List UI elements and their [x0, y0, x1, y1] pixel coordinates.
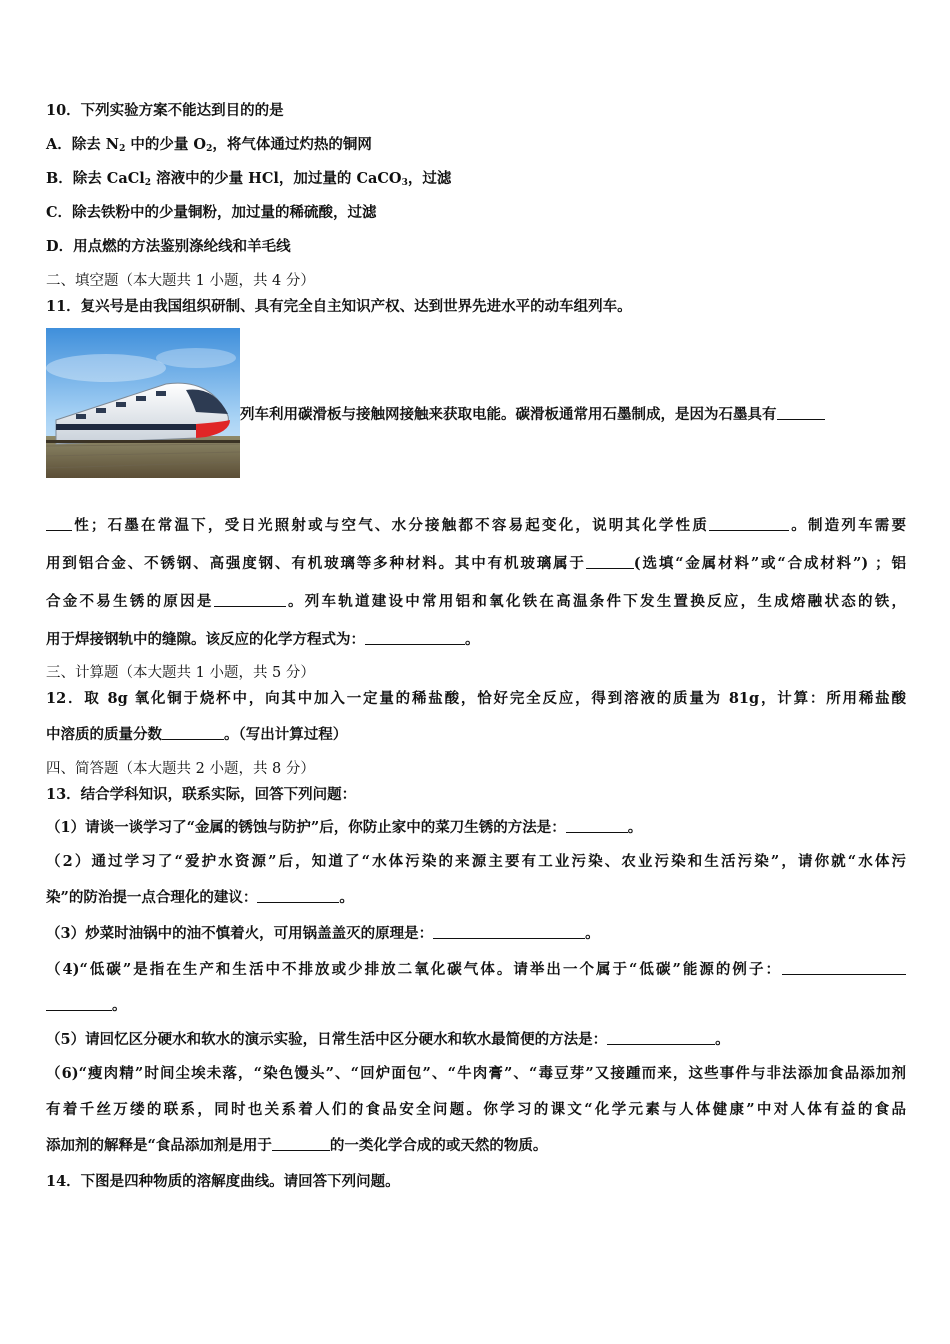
q13-part-4: （4)“低碳”是指在生产和生活中不排放或少排放二氧化碳气体。请举出一个属于“低碳”能源的例子： [46, 960, 906, 980]
section-3-heading: 三、计算题（本大题共 1 小题，共 5 分） [46, 665, 315, 681]
q11-blank-2[interactable] [709, 516, 789, 531]
q11-line-3: 合金不易生锈的原因是 。列车轨道建设中常用铝和氧化铁在高温条件下发生置换反应，生成熔融状态的铁， [46, 593, 907, 610]
q13-part-5: （5）请回忆区分硬水和软水的演示实验，日常生活中区分硬水和软水最简便的方法是： 。 [46, 1031, 730, 1048]
q13-part-6-line-3: 添加剂的解释是“食品添加剂是用于 的一类化学合成的或天然的物质。 [46, 1137, 548, 1154]
q11-blank-5[interactable] [365, 630, 465, 645]
q13-blank-2[interactable] [257, 888, 339, 903]
q11-stem: 11．复兴号是由我国组织研制、具有完全自主知识产权、达到世界先进水平的动车组列车。 [46, 298, 632, 315]
q11-blank-1b[interactable] [46, 516, 72, 531]
q13-blank-5[interactable] [607, 1030, 715, 1045]
q12-line-1: 12．取 8g 氧化铜于烧杯中，向其中加入一定量的稀盐酸，恰好完全反应，得到溶液的质量为 81g，计算：所用稀盐酸 [46, 690, 906, 707]
q11-line-4: 用于焊接钢轨中的缝隙。该反应的化学方程式为： 。 [46, 631, 480, 648]
q13-blank-4a[interactable] [782, 960, 906, 975]
q13-part-2-line-2: 染”的防治提一点合理化的建议： 。 [46, 889, 354, 906]
q13-blank-4b[interactable] [46, 996, 112, 1011]
q10-stem: 10．下列实验方案不能达到目的的是 [46, 102, 284, 119]
train-photo [46, 328, 240, 478]
q11-line-2: 用到铝合金、不锈钢、高强度钢、有机玻璃等多种材料。其中有机玻璃属于 (选填“金属材料”或“合成材料”) ；铝 [46, 555, 906, 572]
q14-stem: 14．下图是四种物质的溶解度曲线。请回答下列问题。 [46, 1173, 400, 1190]
section-2-heading: 二、填空题（本大题共 1 小题，共 4 分） [46, 273, 315, 289]
q12-blank[interactable] [162, 725, 224, 740]
q13-part-4-cont: 。 [46, 996, 127, 1016]
q11-line-1: 性；石墨在常温下，受日光照射或与空气、水分接触都不容易起变化，说明其化学性质 。制造列车需要 [46, 516, 906, 536]
q11-blank-1a[interactable] [777, 405, 825, 420]
q13-blank-1[interactable] [566, 818, 628, 833]
q13-part-6-line-2: 有着千丝万缕的联系，同时也关系着人们的食品安全问题。你学习的课文“化学元素与人体健康”中对人体有益的食品 [46, 1101, 906, 1118]
q11-blank-4[interactable] [214, 592, 286, 607]
q12-line-2: 中溶质的质量分数 。（写出计算过程） [46, 726, 348, 743]
q13-part-1: （1）请谈一谈学习了“金属的锈蚀与防护”后，你防止家中的菜刀生锈的方法是： 。 [46, 819, 643, 836]
q10-option-c: C．除去铁粉中的少量铜粉，加过量的稀硫酸，过滤 [46, 204, 377, 221]
q11-text-beside-image: 列车利用碳滑板与接触网接触来获取电能。碳滑板通常用石墨制成，是因为石墨具有 [240, 405, 825, 425]
q13-blank-3[interactable] [433, 924, 585, 939]
q11-blank-3[interactable] [586, 554, 634, 569]
q13-part-6-line-1: （6)“瘦肉精”时间尘埃未落，“染色馒头”、“回炉面包”、“牛肉膏”、“毒豆芽”又接踵而来，这些事件与非法添加食品添加剂 [46, 1065, 906, 1082]
q13-part-2-line-1: （2）通过学习了“爱护水资源”后，知道了“水体污染的来源主要有工业污染、农业污染和生活污染”，请你就“水体污 [46, 853, 906, 870]
q10-option-d: D．用点燃的方法鉴别涤纶线和羊毛线 [46, 238, 291, 255]
q13-stem: 13．结合学科知识，联系实际，回答下列问题： [46, 786, 357, 803]
q13-blank-6[interactable] [272, 1136, 330, 1151]
q10-option-a: A．除去 $N_2$ 中的少量 $O_2$，将气体通过灼热的铜网 [46, 136, 372, 154]
q10-option-b: B．除去 CaCl$_2$ 溶液中的少量 HCl，加过量的 CaCO$_3$，过滤 [46, 170, 452, 188]
q13-part-3: （3）炒菜时油锅中的油不慎着火，可用锅盖盖灭的原理是： 。 [46, 925, 600, 942]
section-4-heading: 四、简答题（本大题共 2 小题，共 8 分） [46, 761, 315, 777]
